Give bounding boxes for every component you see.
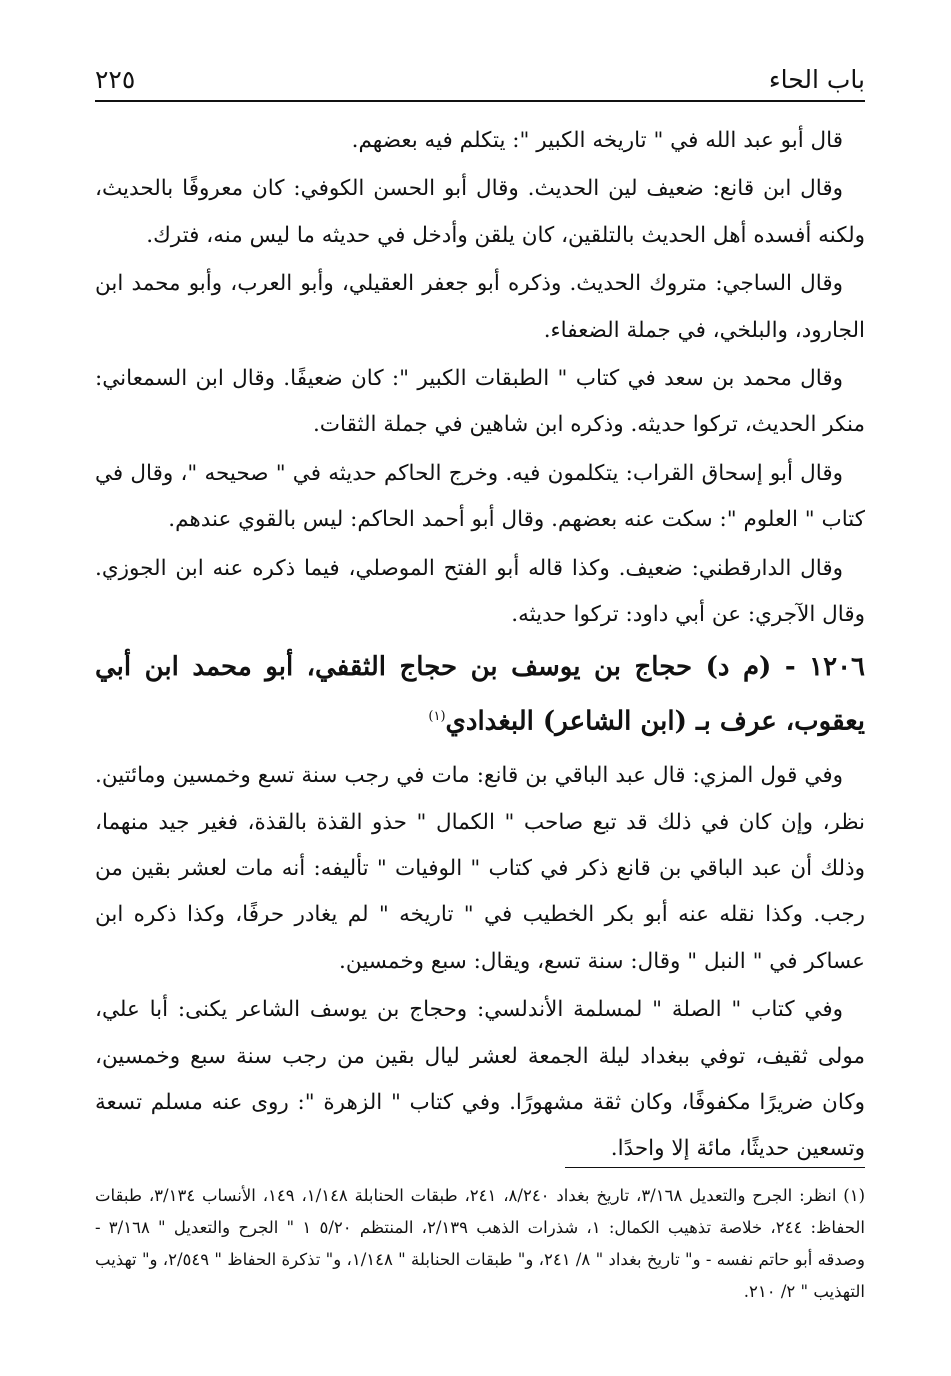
main-text — [95, 118, 865, 1175]
paragraph: وقال الساجي: متروك الحديث. وذكره أبو جعفر العقيلي، وأبو العرب، وأبو محمد ابن الجارود، والبلخي، في جملة الضعفاء. — [95, 271, 865, 343]
entry-heading — [95, 642, 865, 747]
running-header — [95, 54, 865, 94]
chapter-title: باب الحاء — [768, 65, 865, 94]
paragraph: وقال محمد بن سعد في كتاب " الطبقات الكبير ": كان ضعيفًا. وقال ابن السمعاني: منكر الحديث، تركوا حديثه. وذكره ابن شاهين في جملة الثقات. — [95, 366, 865, 438]
page-number: ٢٢٥ — [95, 65, 136, 94]
entry-title: ١٢٠٦ - (م د) حجاج بن يوسف بن حجاج الثقفي، أبو محمد ابن أبي يعقوب، عرف بـ (ابن الشاعر) البغدادي — [95, 652, 865, 738]
footnote: (١) انظر: الجرح والتعديل ٣/١٦٨، تاريخ بغداد ٨/٢٤٠، ٢٤١، طبقات الحنابلة ١/١٤٨، ١٤٩، الأنساب ٣/١٣٤، طبقات الحفاظ: ٢٤٤، خلاصة تذهيب الكمال: ١، شذرات الذهب ٢/١٣٩، المنتظم ٥/٢٠ ١ " الجرح والتعديل " ٣/١٦٨ - وصدقه أبو حاتم نفسه - و" تاريخ بغداد " ٨/ ٢٤١، و" طبقات الحنابلة " ١/١٤٨، و" تذكرة الحفاظ " ٢/٥٤٩، و" تهذيب التهذيب " ٢/ ٢١٠. — [95, 1186, 866, 1301]
footnote-divider — [565, 1167, 865, 1168]
paragraph: وفي كتاب " الصلة " لمسلمة الأندلسي: وحجاج بن يوسف الشاعر يكنى: أبا علي، مولى ثقيف، توفي ببغداد ليلة الجمعة لعشر ليال بقين من رجب سنة سبع وخمسين، وكان ضريرًا مكفوفًا، وكان ثقة مشهورًا. وفي كتاب " الزهرة ": روى عنه مسلم تسعة وتسعين حديثًا، مائة إلا واحدًا. — [95, 997, 865, 1162]
paragraph: وقال ابن قانع: ضعيف لين الحديث. وقال أبو الحسن الكوفي: كان معروفًا بالحديث، ولكنه أفسده أهل الحديث بالتلقين، كان يلقن وأدخل في حديثه ما ليس منه، فترك. — [95, 176, 865, 248]
header-divider — [95, 100, 865, 102]
footnote-marker: (١) — [428, 709, 446, 725]
paragraph: وفي قول المزي: قال عبد الباقي بن قانع: مات في رجب سنة تسع وخمسين ومائتين. نظر، وإن كان في ذلك قد تبع صاحب " الكمال " حذو القذة بالقذة، فغير جيد منهما، وذلك أن عبد الباقي بن قانع ذكر في كتاب " الوفيات " تأليفه: أنه مات لعشر بقين من رجب. وكذا نقله عنه أبو بكر الخطيب في " تاريخه " لم يغادر حرفًا، وكذا ذكره ابن عساكر في " النبل " وقال: سنة تسع، ويقال: سبع وخمسين. — [95, 763, 865, 974]
paragraph: وقال الدارقطني: ضعيف. وكذا قاله أبو الفتح الموصلي، فيما ذكره عنه ابن الجوزي. وقال الآجري: عن أبي داود: تركوا حديثه. — [95, 555, 865, 628]
paragraph: وقال أبو إسحاق القراب: يتكلمون فيه. وخرج الحاكم حديثه في " صحيحه "، وقال في كتاب " العلوم ": سكت عنه بعضهم. وقال أبو أحمد الحاكم: ليس بالقوي عندهم. — [95, 460, 865, 533]
paragraph: قال أبو عبد الله في " تاريخه الكبير ": يتكلم فيه بعضهم. — [351, 128, 843, 153]
